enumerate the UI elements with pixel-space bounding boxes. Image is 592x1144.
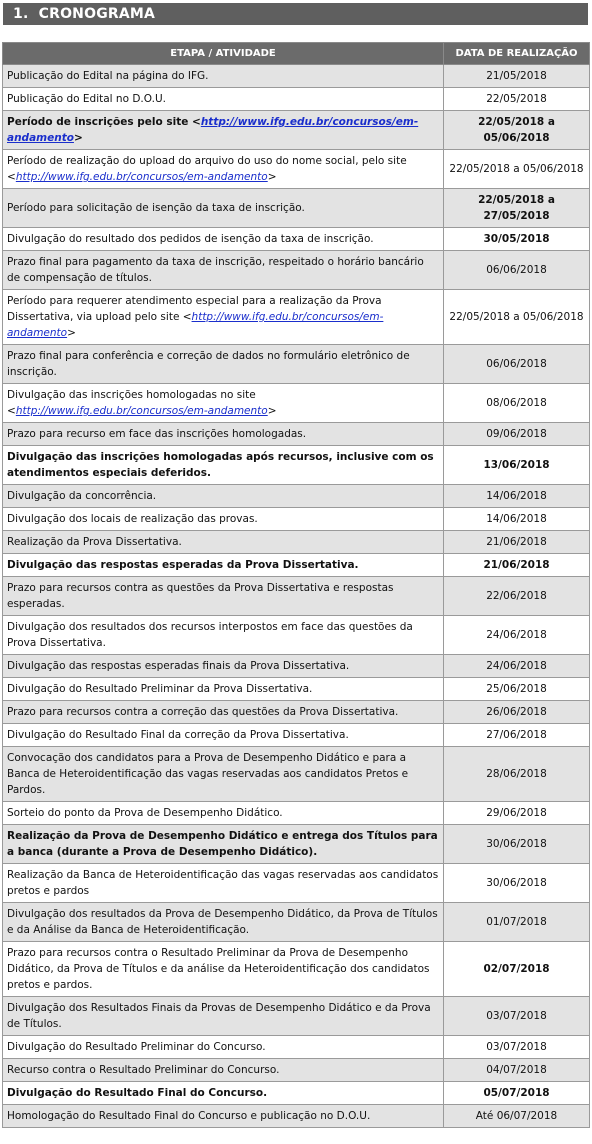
activity-cell — [3, 485, 444, 508]
table-row — [3, 88, 590, 111]
activity-cell — [3, 1059, 444, 1082]
date-cell: 03/07/2018 — [444, 997, 590, 1036]
activity-text: Realização da Prova Dissertativa. — [7, 536, 182, 548]
table-row — [3, 724, 590, 747]
activity-text: Realização da Prova de Desempenho Didático e entrega dos Títulos para a banca (durante a Prova de Desempenho Didático). — [7, 830, 438, 858]
date-cell: 14/06/2018 — [444, 485, 590, 508]
date-cell: 08/06/2018 — [444, 384, 590, 423]
table-row — [3, 1105, 590, 1128]
activity-text: Divulgação dos resultados dos recursos interpostos em face das questões da Prova Dissertativa. — [7, 621, 413, 649]
activity-cell — [3, 423, 444, 446]
activity-text: Período para solicitação de isenção da taxa de inscrição. — [7, 202, 305, 214]
date-cell: Até 06/07/2018 — [444, 1105, 590, 1128]
site-link[interactable]: http://www.ifg.edu.br/concursos/em-andamento — [15, 405, 268, 417]
activity-cell — [3, 189, 444, 228]
section-title: CRONOGRAMA — [38, 6, 156, 22]
site-link[interactable]: http://www.ifg.edu.br/concursos/em-andamento — [7, 311, 384, 339]
activity-text: Divulgação das inscrições homologadas após recursos, inclusive com os atendimentos especiais deferidos. — [7, 451, 434, 479]
table-row — [3, 802, 590, 825]
activity-text: Divulgação dos resultados da Prova de Desempenho Didático, da Prova de Títulos e da Análise da Banca de Heteroidentificação. — [7, 908, 438, 936]
activity-text: Sorteio do ponto da Prova de Desempenho Didático. — [7, 807, 283, 819]
table-row — [3, 747, 590, 802]
table-row — [3, 150, 590, 189]
activity-cell — [3, 150, 444, 189]
activity-cell — [3, 942, 444, 997]
table-row — [3, 678, 590, 701]
activity-text: Período de realização do upload do arquivo do uso do nome social, pelo site < — [7, 155, 407, 183]
table-row — [3, 701, 590, 724]
table-row — [3, 616, 590, 655]
activity-text: Homologação do Resultado Final do Concurso e publicação no D.O.U. — [7, 1110, 371, 1122]
activity-cell — [3, 508, 444, 531]
table-row — [3, 228, 590, 251]
activity-text: Divulgação das inscrições homologadas no site < — [7, 389, 256, 417]
date-cell: 21/06/2018 — [444, 531, 590, 554]
activity-text: Período de inscrições pelo site < — [7, 116, 201, 128]
table-row — [3, 65, 590, 88]
activity-text: Divulgação das respostas esperadas da Prova Dissertativa. — [7, 559, 359, 571]
date-cell: 06/06/2018 — [444, 251, 590, 290]
activity-text: Prazo final para pagamento da taxa de inscrição, respeitado o horário bancário de compensação de títulos. — [7, 256, 424, 284]
table-row — [3, 251, 590, 290]
activity-cell — [3, 655, 444, 678]
activity-cell — [3, 1105, 444, 1128]
table-row — [3, 655, 590, 678]
date-cell: 22/06/2018 — [444, 577, 590, 616]
activity-text: Divulgação do Resultado Preliminar da Prova Dissertativa. — [7, 683, 313, 695]
activity-text: Prazo para recursos contra o Resultado Preliminar da Prova de Desempenho Didático, da Prova de Títulos e da análise da Heteroidentificação dos candidatos pretos e pardos. — [7, 947, 430, 991]
date-cell: 02/07/2018 — [444, 942, 590, 997]
activity-cell — [3, 903, 444, 942]
date-cell: 22/05/2018 — [444, 88, 590, 111]
activity-text: Divulgação dos locais de realização das provas. — [7, 513, 258, 525]
activity-text: Divulgação do Resultado Final do Concurso. — [7, 1087, 268, 1099]
table-row — [3, 942, 590, 997]
table-row — [3, 864, 590, 903]
site-link[interactable]: http://www.ifg.edu.br/concursos/em-andamento — [7, 116, 419, 144]
activity-cell — [3, 678, 444, 701]
activity-text: Divulgação do Resultado Final da correção da Prova Dissertativa. — [7, 729, 349, 741]
table-row — [3, 1036, 590, 1059]
table-row — [3, 997, 590, 1036]
table-header-row — [3, 43, 590, 65]
activity-cell — [3, 290, 444, 345]
activity-cell — [3, 531, 444, 554]
table-row — [3, 508, 590, 531]
date-cell: 24/06/2018 — [444, 616, 590, 655]
activity-text: Prazo para recurso em face das inscrições homologadas. — [7, 428, 307, 440]
date-cell: 21/05/2018 — [444, 65, 590, 88]
table-row — [3, 1059, 590, 1082]
activity-text: Publicação do Edital no D.O.U. — [7, 93, 166, 105]
schedule-table — [2, 42, 590, 1128]
activity-cell — [3, 1082, 444, 1105]
date-cell: 22/05/2018 a 27/05/2018 — [444, 189, 590, 228]
section-header — [3, 3, 588, 25]
activity-text-suffix: > — [267, 171, 277, 183]
date-cell: 22/05/2018 a 05/06/2018 — [444, 111, 590, 150]
activity-text: Prazo final para conferência e correção de dados no formulário eletrônico de inscrição. — [7, 350, 410, 378]
table-row — [3, 825, 590, 864]
table-row — [3, 577, 590, 616]
table-row — [3, 485, 590, 508]
date-cell: 09/06/2018 — [444, 423, 590, 446]
activity-cell — [3, 446, 444, 485]
activity-text: Recurso contra o Resultado Preliminar do Concurso. — [7, 1064, 280, 1076]
activity-cell — [3, 345, 444, 384]
activity-text: Divulgação da concorrência. — [7, 490, 157, 502]
activity-cell — [3, 251, 444, 290]
activity-text: Divulgação dos Resultados Finais da Provas de Desempenho Didático e da Prova de Títulos. — [7, 1002, 431, 1030]
date-cell: 22/05/2018 a 05/06/2018 — [444, 150, 590, 189]
table-row — [3, 345, 590, 384]
table-row — [3, 423, 590, 446]
date-cell: 03/07/2018 — [444, 1036, 590, 1059]
activity-cell — [3, 747, 444, 802]
date-cell: 29/06/2018 — [444, 802, 590, 825]
activity-cell — [3, 111, 444, 150]
activity-cell — [3, 554, 444, 577]
table-row — [3, 1082, 590, 1105]
activity-text-suffix: > — [73, 132, 83, 144]
activity-cell — [3, 65, 444, 88]
activity-text: Período para requerer atendimento especial para a realização da Prova Dissertativa, via upload pelo site < — [7, 295, 382, 323]
section-number: 1. — [13, 6, 29, 22]
table-row — [3, 554, 590, 577]
activity-text: Publicação do Edital na página do IFG. — [7, 70, 209, 82]
activity-cell — [3, 228, 444, 251]
activity-cell — [3, 616, 444, 655]
schedule-table-body — [3, 65, 590, 1128]
activity-text: Divulgação das respostas esperadas finais da Prova Dissertativa. — [7, 660, 350, 672]
activity-column-header: ETAPA / ATIVIDADE — [3, 43, 444, 65]
activity-cell — [3, 88, 444, 111]
date-cell: 30/06/2018 — [444, 825, 590, 864]
date-cell: 25/06/2018 — [444, 678, 590, 701]
date-cell: 28/06/2018 — [444, 747, 590, 802]
activity-cell — [3, 701, 444, 724]
activity-cell — [3, 384, 444, 423]
date-cell: 05/07/2018 — [444, 1082, 590, 1105]
date-cell: 21/06/2018 — [444, 554, 590, 577]
date-cell: 22/05/2018 a 05/06/2018 — [444, 290, 590, 345]
date-cell: 06/06/2018 — [444, 345, 590, 384]
date-cell: 13/06/2018 — [444, 446, 590, 485]
activity-cell — [3, 802, 444, 825]
activity-cell — [3, 825, 444, 864]
site-link[interactable]: http://www.ifg.edu.br/concursos/em-andamento — [15, 171, 268, 183]
activity-text: Divulgação do resultado dos pedidos de isenção da taxa de inscrição. — [7, 233, 374, 245]
activity-text-suffix: > — [267, 405, 277, 417]
activity-text: Divulgação do Resultado Preliminar do Concurso. — [7, 1041, 266, 1053]
activity-cell — [3, 724, 444, 747]
table-row — [3, 384, 590, 423]
activity-cell — [3, 864, 444, 903]
date-cell: 30/06/2018 — [444, 864, 590, 903]
date-cell: 14/06/2018 — [444, 508, 590, 531]
date-cell: 27/06/2018 — [444, 724, 590, 747]
date-cell: 26/06/2018 — [444, 701, 590, 724]
date-cell: 01/07/2018 — [444, 903, 590, 942]
date-column-header: DATA DE REALIZAÇÃO — [444, 43, 590, 65]
date-cell: 30/05/2018 — [444, 228, 590, 251]
table-row — [3, 531, 590, 554]
table-row — [3, 189, 590, 228]
activity-cell — [3, 577, 444, 616]
activity-text: Prazo para recursos contra as questões da Prova Dissertativa e respostas esperadas. — [7, 582, 394, 610]
date-cell: 24/06/2018 — [444, 655, 590, 678]
activity-text: Realização da Banca de Heteroidentificação das vagas reservadas aos candidatos pretos e pardos — [7, 869, 439, 897]
table-row — [3, 111, 590, 150]
table-row — [3, 446, 590, 485]
table-row — [3, 903, 590, 942]
activity-text: Convocação dos candidatos para a Prova de Desempenho Didático e para a Banca de Heteroidentificação das vagas reservadas aos candidatos Pretos e Pardos. — [7, 752, 409, 796]
date-cell: 04/07/2018 — [444, 1059, 590, 1082]
activity-text-suffix: > — [67, 327, 76, 339]
activity-cell — [3, 997, 444, 1036]
activity-cell — [3, 1036, 444, 1059]
table-row — [3, 290, 590, 345]
activity-text: Prazo para recursos contra a correção das questões da Prova Dissertativa. — [7, 706, 399, 718]
